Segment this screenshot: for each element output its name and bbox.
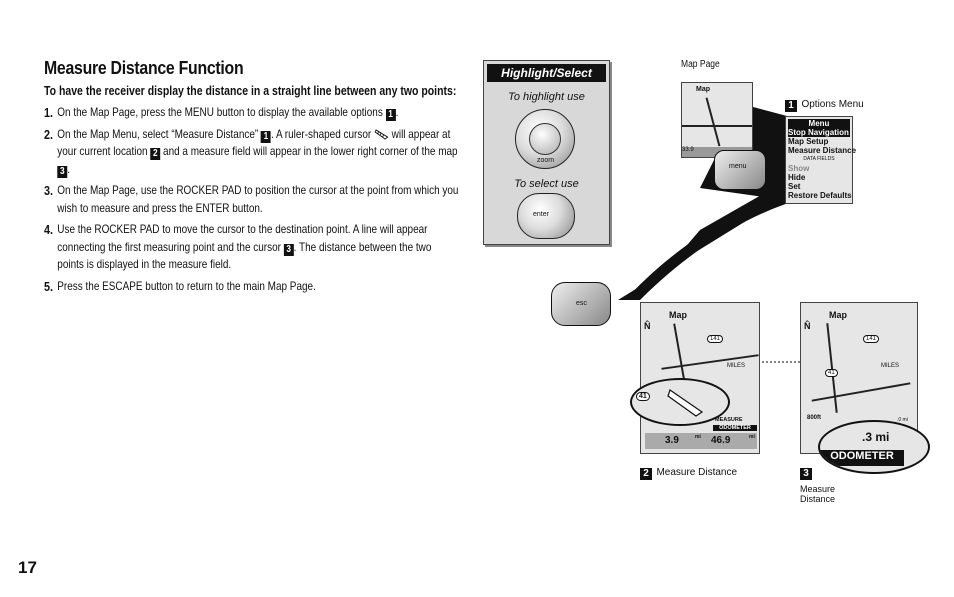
odometer-unit: mi: [749, 434, 755, 440]
panel-header: Highlight/Select: [487, 64, 606, 82]
field-label-measure: MEASURE: [715, 417, 743, 423]
zoom-road-sign: 41: [636, 392, 650, 401]
step-text: . A ruler-shaped cursor: [270, 126, 372, 141]
step-number: 1.: [44, 105, 54, 120]
ref-badge: 1: [261, 131, 271, 143]
options-menu-caption: [785, 94, 864, 112]
measure-small: .0 mi: [897, 417, 908, 423]
select-caption: To select use: [514, 178, 579, 190]
menu-item-hide[interactable]: Hide: [788, 173, 806, 182]
step-text: .: [395, 105, 399, 119]
menu-section-data-fields: DATA FIELDS: [803, 156, 835, 162]
step-text: and a measure field will appear in the lower right corner of the map: [163, 144, 458, 158]
page-number: 17: [18, 558, 37, 577]
road-sign: 141: [707, 335, 723, 343]
measure-screen-2: [640, 302, 760, 454]
screen2-caption: [640, 462, 737, 480]
screen-title: Map: [669, 310, 687, 320]
map-page-screen: [681, 82, 753, 158]
caption-text: Measure Distance: [656, 467, 738, 478]
menu-item-show[interactable]: Show: [788, 164, 810, 173]
measure-value: 3.9: [665, 435, 679, 446]
step-text: Press the ESCAPE button to return to the main Map Page.: [57, 278, 316, 293]
field-label-odometer: ODOMETER: [713, 425, 757, 431]
screen3-caption: [800, 462, 835, 504]
ref-badge: 2: [640, 468, 652, 480]
step-text: .: [67, 161, 71, 176]
step-text: On the Map Menu, select “Measure Distance”: [57, 126, 259, 141]
readout-bar: [645, 433, 757, 449]
menu-header: Menu: [788, 119, 850, 128]
step-text: Use the ROCKER PAD to move the cursor to the destination point. A line will appear connecting the first measuring point and the cursor: [57, 222, 428, 254]
step-number: 3.: [44, 183, 54, 198]
esc-label: esc: [576, 300, 587, 307]
step-text: On the Map Page, press the MENU button to display the available options: [57, 105, 383, 119]
zoom-measure-value: .3 mi: [862, 430, 890, 444]
highlight-caption: To highlight use: [508, 91, 585, 103]
ref-badge: 1: [386, 109, 396, 121]
odometer-value: 46.9: [711, 435, 731, 446]
place-label: MILES: [881, 363, 900, 369]
menu-item-set[interactable]: Set: [788, 182, 801, 191]
road-sign: 141: [863, 335, 879, 343]
ruler-cursor-icon: [666, 388, 706, 418]
step-text: . The distance between the two points is displayed in the measure field.: [57, 239, 432, 271]
step-text: will appear at your current location: [57, 126, 451, 158]
ref-badge: 2: [150, 148, 160, 160]
measure-unit: mi: [695, 434, 701, 440]
place-label: MILES: [727, 363, 746, 369]
page-title: Measure Distance Function: [44, 58, 244, 78]
screen-title: Map: [829, 310, 847, 320]
menu-item-measure-distance[interactable]: Measure Distance: [788, 146, 857, 155]
step-text: On the Map Page, use the ROCKER PAD to position the cursor at the point from which you wish to measure and press the ENTER button.: [57, 183, 459, 215]
step-number: 4.: [44, 222, 54, 237]
step-number: 2.: [44, 126, 54, 142]
screen-title: Map: [696, 86, 710, 93]
caption-text: Measure: [800, 484, 836, 494]
zoom-odometer-label: ODOMETER: [820, 450, 904, 466]
menu-item-stop-navigation[interactable]: Stop Navigation: [788, 128, 849, 137]
ref-badge: 3: [800, 468, 812, 480]
zoom-label: zoom: [537, 157, 555, 164]
ref-badge: 3: [57, 166, 67, 178]
menu-button[interactable]: [714, 150, 766, 190]
north-icon: N̂: [804, 321, 811, 331]
ref-badge: 3: [284, 244, 294, 256]
menu-item-restore-defaults[interactable]: Restore Defaults: [788, 191, 852, 200]
step-number: 5.: [44, 278, 54, 294]
caption-text: Distance: [800, 494, 836, 504]
north-icon: N̂: [644, 321, 651, 331]
enter-label: enter: [533, 211, 549, 218]
ref-badge: 1: [785, 100, 797, 112]
zoom-lens-2: [630, 378, 730, 426]
caption-text: Options Menu: [801, 99, 864, 110]
side-road-sign: 41: [825, 369, 838, 377]
options-menu-screen: [785, 116, 857, 204]
intro-text: To have the receiver display the distance in a straight line between any two points:: [44, 84, 457, 98]
scale-label: 800ft: [807, 415, 822, 421]
readout-value: 33.9: [682, 147, 694, 153]
menu-item-map-setup[interactable]: Map Setup: [788, 137, 829, 146]
map-page-caption: Map Page: [681, 59, 720, 70]
menu-label: menu: [729, 163, 747, 170]
